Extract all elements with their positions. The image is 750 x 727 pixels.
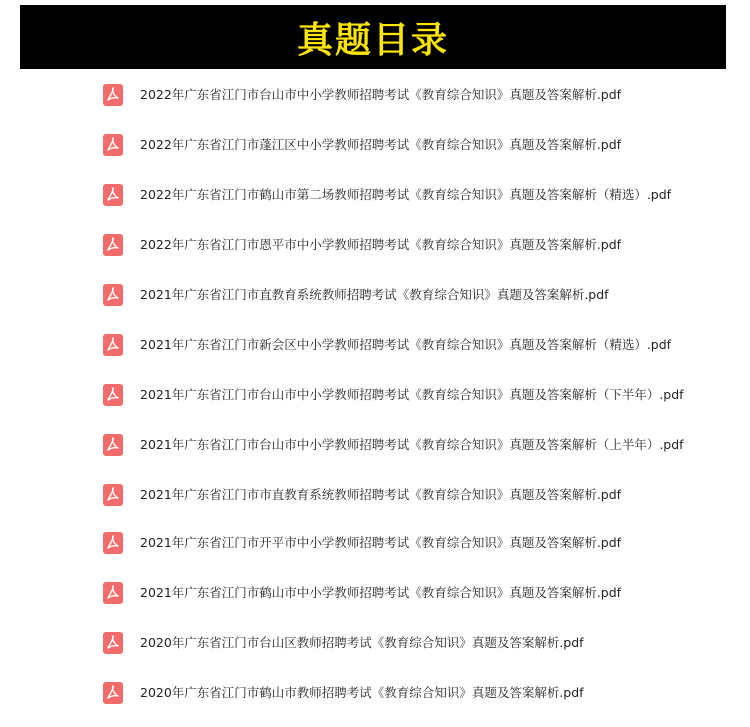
pdf-icon <box>103 434 123 456</box>
file-item[interactable] <box>103 483 621 507</box>
file-item[interactable] <box>103 581 621 605</box>
file-item[interactable] <box>103 83 621 107</box>
pdf-icon <box>103 334 123 356</box>
file-name[interactable]: 2021年广东省江门市开平市中小学教师招聘考试《教育综合知识》真题及答案解析.pdf <box>140 535 622 550</box>
pdf-icon <box>103 484 123 506</box>
page-title: 真题目录 <box>296 18 449 61</box>
file-name[interactable]: 2022年广东省江门市恩平市中小学教师招聘考试《教育综合知识》真题及答案解析.pdf <box>140 237 622 252</box>
pdf-icon <box>103 184 123 206</box>
file-name[interactable]: 2021年广东省江门市鹤山市中小学教师招聘考试《教育综合知识》真题及答案解析.pdf <box>140 585 622 600</box>
file-name[interactable]: 2021年广东省江门市新会区中小学教师招聘考试《教育综合知识》真题及答案解析（精选）.pdf <box>140 337 672 352</box>
file-item[interactable] <box>103 531 621 555</box>
title-banner <box>20 5 726 69</box>
pdf-icon <box>103 384 123 406</box>
file-name[interactable]: 2021年广东省江门市台山市中小学教师招聘考试《教育综合知识》真题及答案解析（下半年）.pdf <box>140 387 684 402</box>
file-item[interactable] <box>103 333 671 357</box>
file-item[interactable] <box>103 681 584 705</box>
pdf-icon <box>103 532 123 554</box>
file-name[interactable]: 2022年广东省江门市鹤山市第二场教师招聘考试《教育综合知识》真题及答案解析（精选）.pdf <box>140 187 672 202</box>
pdf-icon <box>103 284 123 306</box>
file-item[interactable] <box>103 233 621 257</box>
file-item[interactable] <box>103 283 609 307</box>
pdf-icon <box>103 134 123 156</box>
file-name[interactable]: 2021年广东省江门市直教育系统教师招聘考试《教育综合知识》真题及答案解析.pdf <box>140 287 609 302</box>
pdf-icon <box>103 84 123 106</box>
file-name[interactable]: 2021年广东省江门市台山市中小学教师招聘考试《教育综合知识》真题及答案解析（上半年）.pdf <box>140 437 684 452</box>
file-item[interactable] <box>103 133 621 157</box>
file-name[interactable]: 2021年广东省江门市市直教育系统教师招聘考试《教育综合知识》真题及答案解析.pdf <box>140 487 622 502</box>
file-name[interactable]: 2020年广东省江门市鹤山市教师招聘考试《教育综合知识》真题及答案解析.pdf <box>140 685 584 700</box>
file-name[interactable]: 2022年广东省江门市蓬江区中小学教师招聘考试《教育综合知识》真题及答案解析.pdf <box>140 137 622 152</box>
file-item[interactable] <box>103 183 671 207</box>
pdf-icon <box>103 234 123 256</box>
file-name[interactable]: 2020年广东省江门市台山区教师招聘考试《教育综合知识》真题及答案解析.pdf <box>140 635 584 650</box>
pdf-icon <box>103 682 123 704</box>
pdf-icon <box>103 582 123 604</box>
file-item[interactable] <box>103 383 684 407</box>
file-item[interactable] <box>103 433 684 457</box>
pdf-icon <box>103 632 123 654</box>
file-name[interactable]: 2022年广东省江门市台山市中小学教师招聘考试《教育综合知识》真题及答案解析.pdf <box>140 87 622 102</box>
file-item[interactable] <box>103 631 584 655</box>
